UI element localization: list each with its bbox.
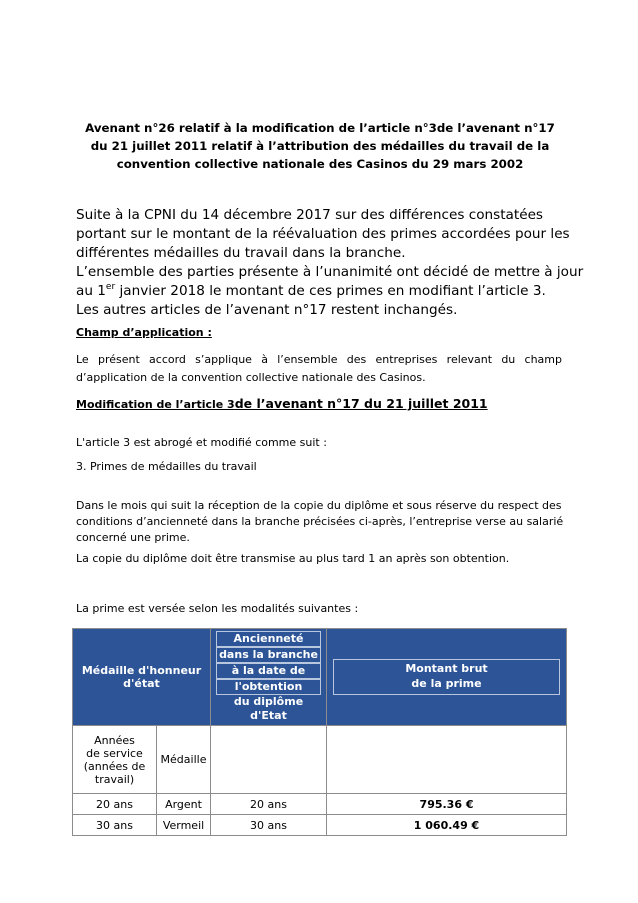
- subheader-empty: [327, 726, 567, 794]
- table-row: [73, 815, 567, 836]
- abroge-text: L'article 3 est abrogé et modifié comme suit :: [76, 436, 327, 449]
- subheader-medaille: Médaille: [157, 726, 211, 794]
- para-line: concerné une prime.: [76, 531, 190, 544]
- intro-paragraph: [76, 206, 583, 320]
- subheader-text: (années de: [83, 759, 146, 773]
- header-montant: [327, 629, 567, 726]
- header-medaille: [73, 629, 211, 726]
- champ-line: Le présent accord s’applique à l’ensemble des entreprises relevant du champ: [76, 353, 562, 366]
- subheader-text: Années: [94, 733, 135, 747]
- intro-text: au 1: [76, 283, 106, 299]
- primes-heading: 3. Primes de médailles du travail: [76, 460, 257, 473]
- cell-medaille: Argent: [157, 794, 211, 815]
- header-anciennete: [211, 629, 327, 726]
- intro-line: portant sur le montant de la réévaluation des primes accordées pour les: [76, 226, 570, 242]
- para-line: Dans le mois qui suit la réception de la copie du diplôme et sous réserve du respect des: [76, 499, 562, 512]
- header-montant-box: [333, 659, 560, 695]
- subheader-text: travail): [94, 772, 135, 786]
- header-text: du diplôme d'Etat: [233, 695, 304, 722]
- intro-line: [76, 282, 583, 301]
- document-title: [70, 119, 570, 173]
- table-row: [73, 794, 567, 815]
- header-text: l'obtention: [216, 679, 321, 695]
- header-text: Médaille d'honneur: [81, 664, 202, 677]
- cell-annees: 20 ans: [73, 794, 157, 815]
- header-text: de la prime: [411, 677, 482, 690]
- modif-heading-part: de l’avenant n°17 du 21 juillet 2011: [234, 396, 488, 411]
- champ-line: d’application de la convention collective nationale des Casinos.: [76, 371, 426, 384]
- cell-montant: 795.36 €: [327, 794, 567, 815]
- cell-medaille: Vermeil: [157, 815, 211, 836]
- cell-anciennete: 20 ans: [211, 794, 327, 815]
- header-text: à la date de: [216, 663, 321, 679]
- table-subheader-row: [73, 726, 567, 794]
- subheader-text: de service: [86, 746, 143, 760]
- header-text: d'état: [123, 677, 160, 690]
- cell-montant: 1 060.49 €: [327, 815, 567, 836]
- title-line: convention collective nationale des Casinos du 29 mars 2002: [116, 157, 524, 171]
- header-text: dans la branche: [216, 647, 321, 663]
- header-text: Ancienneté: [216, 631, 321, 647]
- header-text: Montant brut: [405, 662, 488, 675]
- title-line: Avenant n°26 relatif à la modification de l’article n°3de l’avenant n°17: [85, 121, 555, 135]
- modif-heading: [76, 396, 488, 411]
- table-header-row: [73, 629, 567, 726]
- para-text: La prime est versée selon les modalités suivantes :: [76, 602, 359, 615]
- prime-table: [72, 628, 567, 836]
- cell-annees: 30 ans: [73, 815, 157, 836]
- intro-line: différentes médailles du travail dans la branche.: [76, 245, 406, 261]
- para-line: conditions d’ancienneté dans la branche précisées ci-après, l’entreprise verse au salarié: [76, 515, 564, 528]
- intro-line: Suite à la CPNI du 14 décembre 2017 sur des différences constatées: [76, 207, 544, 223]
- subheader-empty: [211, 726, 327, 794]
- cell-anciennete: 30 ans: [211, 815, 327, 836]
- para-text: La copie du diplôme doit être transmise au plus tard 1 an après son obtention.: [76, 552, 510, 565]
- intro-text: janvier 2018 le montant de ces primes en modifiant l’article 3.: [115, 283, 546, 299]
- modif-heading-part: Modification de l’article 3: [76, 398, 235, 411]
- intro-line: Les autres articles de l’avenant n°17 restent inchangés.: [76, 302, 458, 318]
- intro-line: L’ensemble des parties présente à l’unanimité ont décidé de mettre à jour: [76, 264, 584, 280]
- subheader-annees: [73, 726, 157, 794]
- superscript: er: [105, 282, 116, 292]
- champ-heading: Champ d’application :: [76, 326, 212, 339]
- title-line: du 21 juillet 2011 relatif à l’attribution des médailles du travail de la: [90, 139, 550, 153]
